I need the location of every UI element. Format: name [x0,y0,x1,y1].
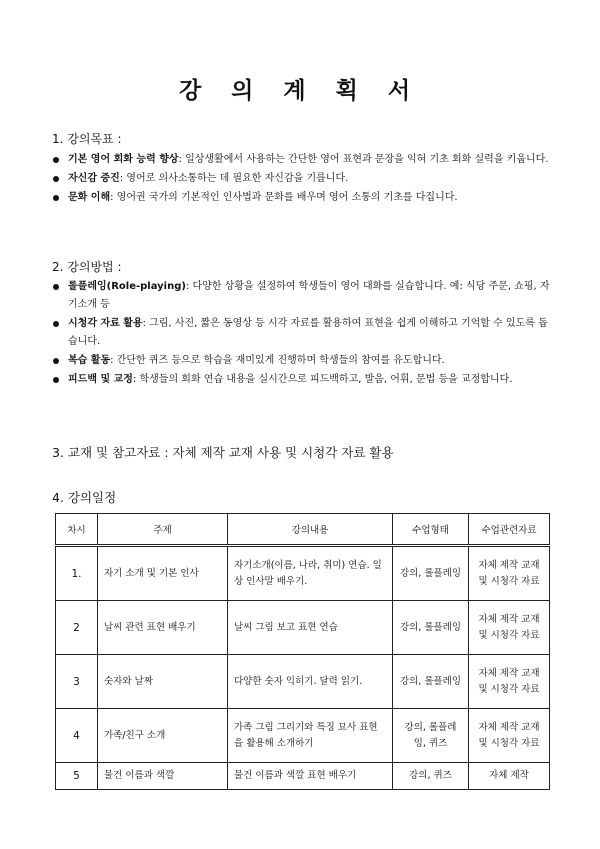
topic-cell: 물건 이름과 색깔 [98,763,228,790]
materials-heading: 3. 교재 및 참고자료 : 자체 제작 교재 사용 및 시청각 자료 활용 [52,445,394,460]
content-cell: 물건 이름과 색깔 표현 배우기 [228,763,393,790]
topic-cell: 숫자와 날짜 [98,655,228,709]
content-cell: 가족 그림 그리기와 특징 묘사 표현을 활용해 소개하기 [228,709,393,763]
format-cell: 강의, 롤플레잉 [393,655,469,709]
list-item: 피드백 및 교정: 학생들의 회화 연습 내용을 실시간으로 피드백하고, 발음, 어휘, 문법 등을 교정합니다. [52,371,552,389]
materials-cell: 자체 제작 교재 및 시청각 자료 [469,546,550,601]
list-item: 문화 이해: 영어권 국가의 기본적인 인사법과 문화를 배우며 영어 소통의 기초를 다집니다. [52,189,552,207]
methods-list [52,278,552,390]
table-row [56,655,550,709]
session-cell: 4 [56,709,98,763]
session-cell: 3 [56,655,98,709]
content-cell: 다양한 숫자 익히기. 달력 읽기. [228,655,393,709]
materials-cell: 자체 제작 [469,763,550,790]
session-cell: 1. [56,546,98,601]
methods-heading: 2. 강의방법 : [52,260,122,274]
table-row [56,546,550,601]
schedule-table [55,513,550,790]
format-cell: 강의, 퀴즈 [393,763,469,790]
topic-cell: 자기 소개 및 기본 인사 [98,546,228,601]
column-header-session: 차시 [56,514,98,546]
list-item: 자신감 증진: 영어로 의사소통하는 데 필요한 자신감을 기릅니다. [52,170,552,188]
topic-cell: 가족/친구 소개 [98,709,228,763]
column-header-format: 수업형태 [393,514,469,546]
goals-heading: 1. 강의목표 : [52,132,122,146]
column-header-content: 강의내용 [228,514,393,546]
table-header-row [56,514,550,546]
column-header-materials: 수업관련자료 [469,514,550,546]
table-row [56,709,550,763]
materials-cell: 자체 제작 교재 및 시청각 자료 [469,709,550,763]
goals-list [52,151,552,208]
materials-cell: 자체 제작 교재 및 시청각 자료 [469,601,550,655]
table-row [56,763,550,790]
format-cell: 강의, 롤플레잉 [393,546,469,601]
content-cell: 자기소개(이름, 나라, 취미) 연습. 일상 인사말 배우기. [228,546,393,601]
schedule-heading: 4. 강의일정 [52,490,117,505]
format-cell: 강의, 롤플레잉 [393,601,469,655]
materials-cell: 자체 제작 교재 및 시청각 자료 [469,655,550,709]
list-item: 롤플레잉(Role-playing): 다양한 상황을 설정하여 학생들이 영어 대화를 실습합니다. 예: 식당 주문, 쇼핑, 자기소개 등 [52,278,552,314]
column-header-topic: 주제 [98,514,228,546]
table-row [56,601,550,655]
list-item: 기본 영어 회화 능력 향상: 일상생활에서 사용하는 간단한 영어 표현과 문장을 익혀 기초 회화 실력을 키웁니다. [52,151,552,169]
list-item: 시청각 자료 활용: 그림, 사진, 짧은 동영상 등 시각 자료를 활용하여 표현을 쉽게 이해하고 기억할 수 있도록 돕습니다. [52,315,552,351]
document-title: 강 의 계 획 서 [178,78,422,104]
content-cell: 날씨 그림 보고 표현 연습 [228,601,393,655]
list-item: 복습 활동: 간단한 퀴즈 등으로 학습을 재미있게 진행하며 학생들의 참여를 유도합니다. [52,352,552,370]
topic-cell: 날씨 관련 표현 배우기 [98,601,228,655]
format-cell: 강의, 롤플레잉, 퀴즈 [393,709,469,763]
session-cell: 2 [56,601,98,655]
session-cell: 5 [56,763,98,790]
